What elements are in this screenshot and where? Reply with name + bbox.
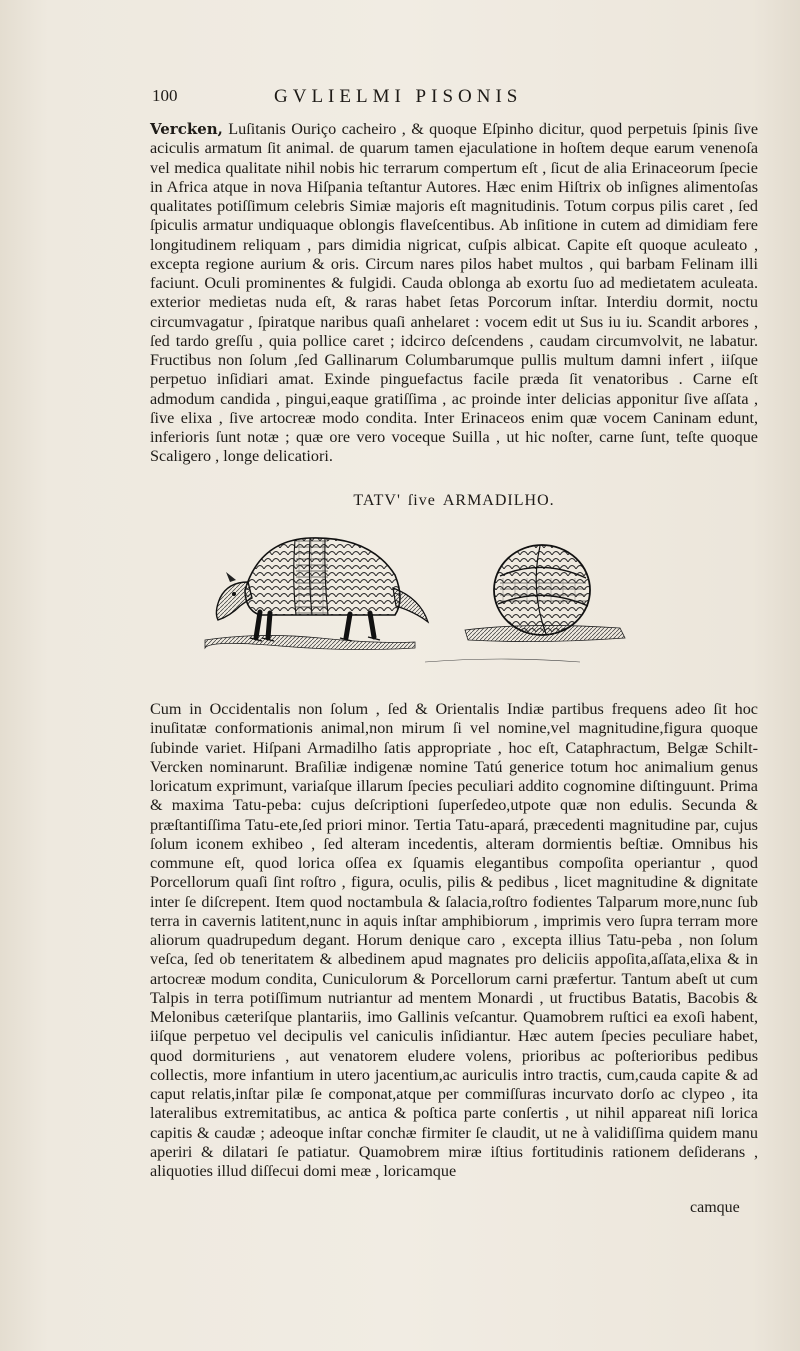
caption-pre: TATV' xyxy=(353,492,401,509)
text-block-hedgehog xyxy=(150,120,758,467)
paragraph-armadillo: Cum in Occidentalis non ſolum , ſed & Orientalis Indiæ partibus frequens adeo ſit hoc inuſitatæ conformationis animal,non mirum ſi vel nomine,vel magnitudine,figura quoque ſubinde variet. Hiſpani Armadilho ſatis appropriate , hoc eſt, Cataphractum, Belgæ Schilt-Vercken nominarunt. Braſiliæ indigenæ nomine Tatú generice totum hoc animalium genus loricatum exprimunt, variaſque illarum ſpecies peculiari addito cognomine diſtinguunt. Prima & maxima Tatu-peba: cujus deſcriptioni ſuperſedeo,utpote quæ non edulis. Secunda & præſtantiſſima Tatu-ete,ſed priori minor. Tertia Tatu-apará, præcedenti magnitudine par, cujus ſolum iconem exhibeo , ſed alteram incedentis, alteram dormientis beſtiæ. Omnibus his commune eſt, quod lorica oſſea ex ſquamis elegantibus compoſita operiantur , quod Porcellorum quaſi ſint roſtro , figura, oculis, pilis & pedibus , licet magnitudine & dignitate inter ſe diſcrepent. Item quod noctambula & ſalacia,roſtro fodientes Talparum more,nunc ſub terra in cavernis latitent,nunc in aquis inſtar amphibiorum , imprimis vero ſupra terram more aliorum quadrupedum degant. Horum denique caro , excepta illius Tatu-peba , non ſolum veſca, ſed ob teneritatem & albedinem apud magnates pro deliciis appoſita,aſſata,elixa & in artocreæ modum condita, Cuniculorum & Porcellorum carni præfertur. Tantum abeſt ut cum Talpis in terra potiſſimum nutriantur ad mentem Monardi , ut fructibus Batatis, Bacobis & Melonibus cæteriſque plantariis, imo Gallinis veſcantur. Quamobrem ruſtici ea exoſi habent, iiſque perpetuo vel decipulis vel caniculis inſidiantur. Hæc autem ſpecies peculiare habet, quod dormituriens , aut venatorem eludere volens, prioribus ac poſterioribus pedibus collectis, more infantium in utero jacentium,ac auriculis intro tractis, cum,cauda capite & ad caput relatis,inſtar pilæ ſe componat,atque per commiſſuras incurvato dorſo ac clypeo , ita lateralibus extremitatibus, ac antica & poſtica parte conſertis , ut nihil appareat niſi lorica capitis & caudæ ; adeoque inſtar conchæ firmiter ſe claudit, ut ne à validiſſima quidem manu aperiri & dilatari ſe patiatur. Quamobrem miræ iſtius fortitudinis rationem deſiderans , aliquoties illud diſſecui domi meæ , loricamque xyxy=(150,700,758,1180)
catchword: camque xyxy=(690,1199,740,1216)
page-number: 100 xyxy=(152,86,178,105)
armadillo-figures xyxy=(200,520,630,670)
running-title: GVLIELMI PISONIS xyxy=(274,86,523,107)
lead-word: Vercken, xyxy=(150,120,223,138)
caption-mid: ſive xyxy=(407,492,436,509)
caption-post: ARMADILHO. xyxy=(442,492,555,509)
paragraph-hedgehog xyxy=(150,120,758,467)
text-block-armadillo xyxy=(150,700,758,1181)
armadillo-rolled-icon xyxy=(465,545,625,642)
figure-caption xyxy=(150,492,758,510)
paragraph-text: Luſitanis Ouriço cacheiro , & quoque Eſpinho dicitur, quod perpetuis ſpinis ſive aciculis armatum ſit animal. de quarum tamen ejaculatione in hoſtem deque earum venenoſa vel medica qualitate nihil nobis hic terrarum compertum eſt , ſicut de alia Erinaceorum ſpecie in Africa atque in nova Hiſpania teſtantur Autores. Hæc enim Hiſtrix ob inſignes alimentoſas qualitates potiſſimum celebris Simiæ majoris eſt magnitudinis. Totum corpus pilis caret , ſed ſpiculis armatur undiquaque oblongis flaveſcentibus. Ab inſitione in cutem ad dimidiam fere longitudinem reliquam , pars dimidia nigricat, cuſpis albicat. Capite eſt quoque aculeato , excepta regione aurium & oris. Circum nares pilos habet multos , qui barbam Felinam illi faciunt. Oculi prominentes & fulgidi. Cauda oblonga ab exortu ſuo ad medietatem aculeata. exterior medietas nuda eſt, & raras habet ſetas Porcorum inſtar. Interdiu dormit, noctu circumvagatur , ſpiratque naribus quaſi anhelaret : vocem edit ut Sus iu iu. Scandit arbores , ſed tardo greſſu , quia pollice caret ; idcirco deſcendens , caudam circumvolvit, ne labatur. Fructibus non ſolum ,ſed Gallinarum Columbarumque pullis multum damni infert , iiſque perpetuo inſidiari amat. Exinde pinguefactus facile præda ſit venatoribus . Carne eſt admodum candida , pingui,eaque gratiſſima , ac proinde inter delicias apponitur ſive aſſata , ſive elixa , ſive artocreæ modo condita. Inter Erinaceos enim quæ vocem Caninam edunt, inferioris ſunt notæ ; quæ ore vero voceque Suilla , ut hic noſter, carne ſunt, teſte quoque Scaligero , longe delicatiori. xyxy=(150,120,759,466)
armadillo-walking-icon xyxy=(205,538,428,650)
armadillo-woodcut-illustration xyxy=(200,520,630,670)
